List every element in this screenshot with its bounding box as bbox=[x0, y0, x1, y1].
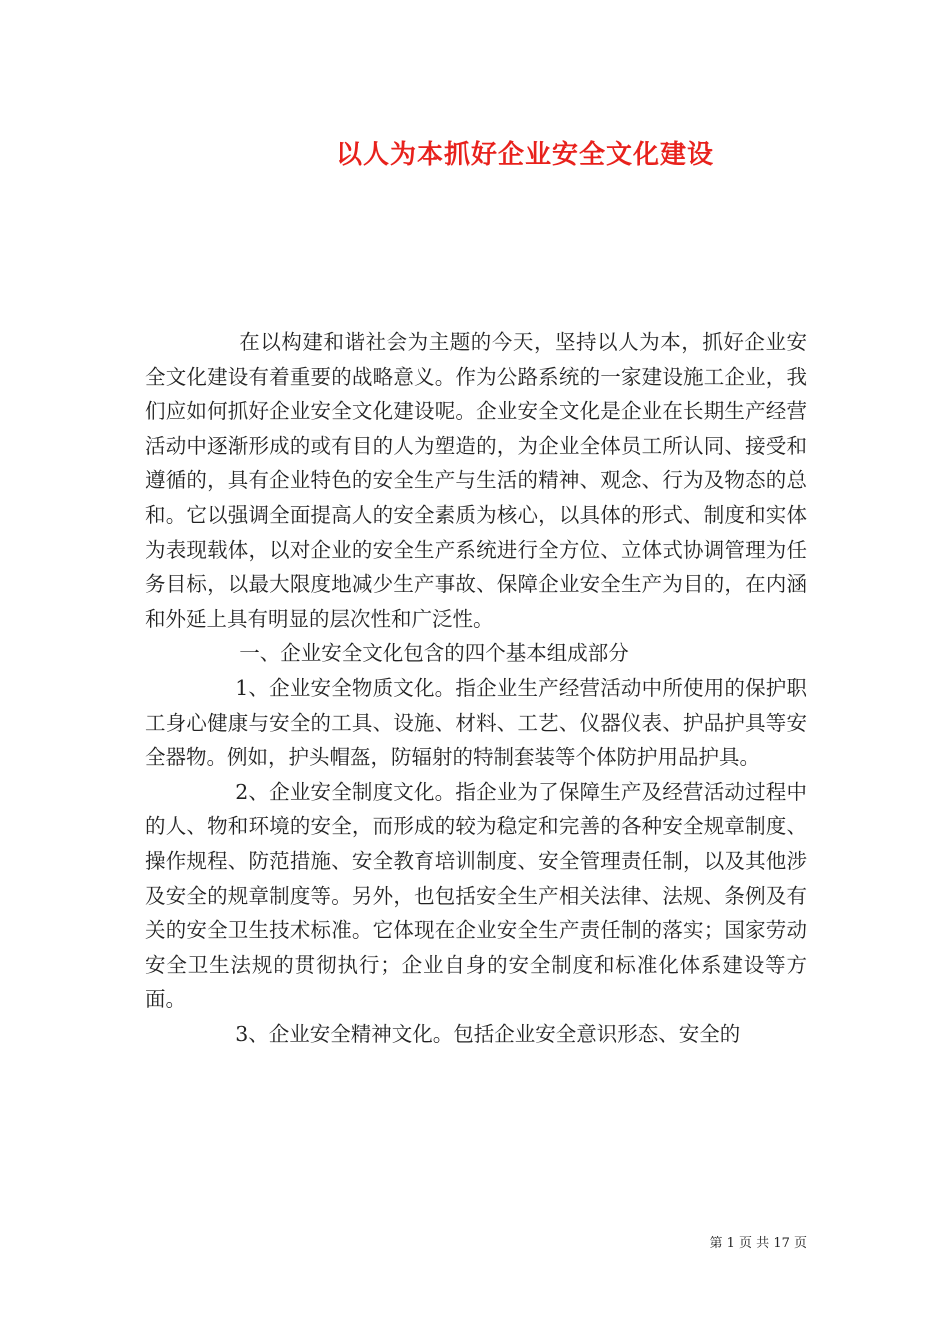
list-item-paragraph: 2、企业安全制度文化。指企业为了保障生产及经营活动过程中的人、物和环境的安全，而形成的较为稳定和完善的各种安全规章制度、操作规程、防范措施、安全教育培训制度、安全管理责任制，以及其他涉及安全的规章制度等。另外，也包括安全生产相关法律、法规、条例及有关的安全卫生技术标准。它体现在企业安全生产责任制的落实；国家劳动安全卫生法规的贯彻执行；企业自身的安全制度和标准化体系建设等方面。 bbox=[145, 779, 807, 1012]
list-item-paragraph: 3、企业安全精神文化。包括企业安全意识形态、安全的 bbox=[235, 1021, 741, 1046]
document-body bbox=[145, 325, 807, 1051]
section-heading: 一、企业安全文化包含的四个基本组成部分 bbox=[239, 641, 629, 666]
list-item-paragraph: 1、企业安全物质文化。指企业生产经营活动中所使用的保护职工身心健康与安全的工具、设施、材料、工艺、仪器仪表、护品护具等安全器物。例如，护头帽盔，防辐射的特制套装等个体防护用品护具。 bbox=[145, 675, 807, 770]
page-number: 第 1 页 共 17 页 bbox=[709, 1236, 807, 1251]
document-title: 以人为本抓好企业安全文化建设 bbox=[335, 140, 714, 170]
intro-paragraph: 在以构建和谐社会为主题的今天，坚持以人为本，抓好企业安全文化建设有着重要的战略意义。作为公路系统的一家建设施工企业，我们应如何抓好企业安全文化建设呢。企业安全文化是企业在长期生产经营活动中逐渐形成的或有目的人为塑造的，为企业全体员工所认同、接受和遵循的，具有企业特色的安全生产与生活的精神、观念、行为及物态的总和。它以强调全面提高人的安全素质为核心，以具体的形式、制度和实体为表现载体，以对企业的安全生产系统进行全方位、立体式协调管理为任务目标，以最大限度地减少生产事故、保障企业安全生产为目的，在内涵和外延上具有明显的层次性和广泛性。 bbox=[145, 330, 807, 631]
